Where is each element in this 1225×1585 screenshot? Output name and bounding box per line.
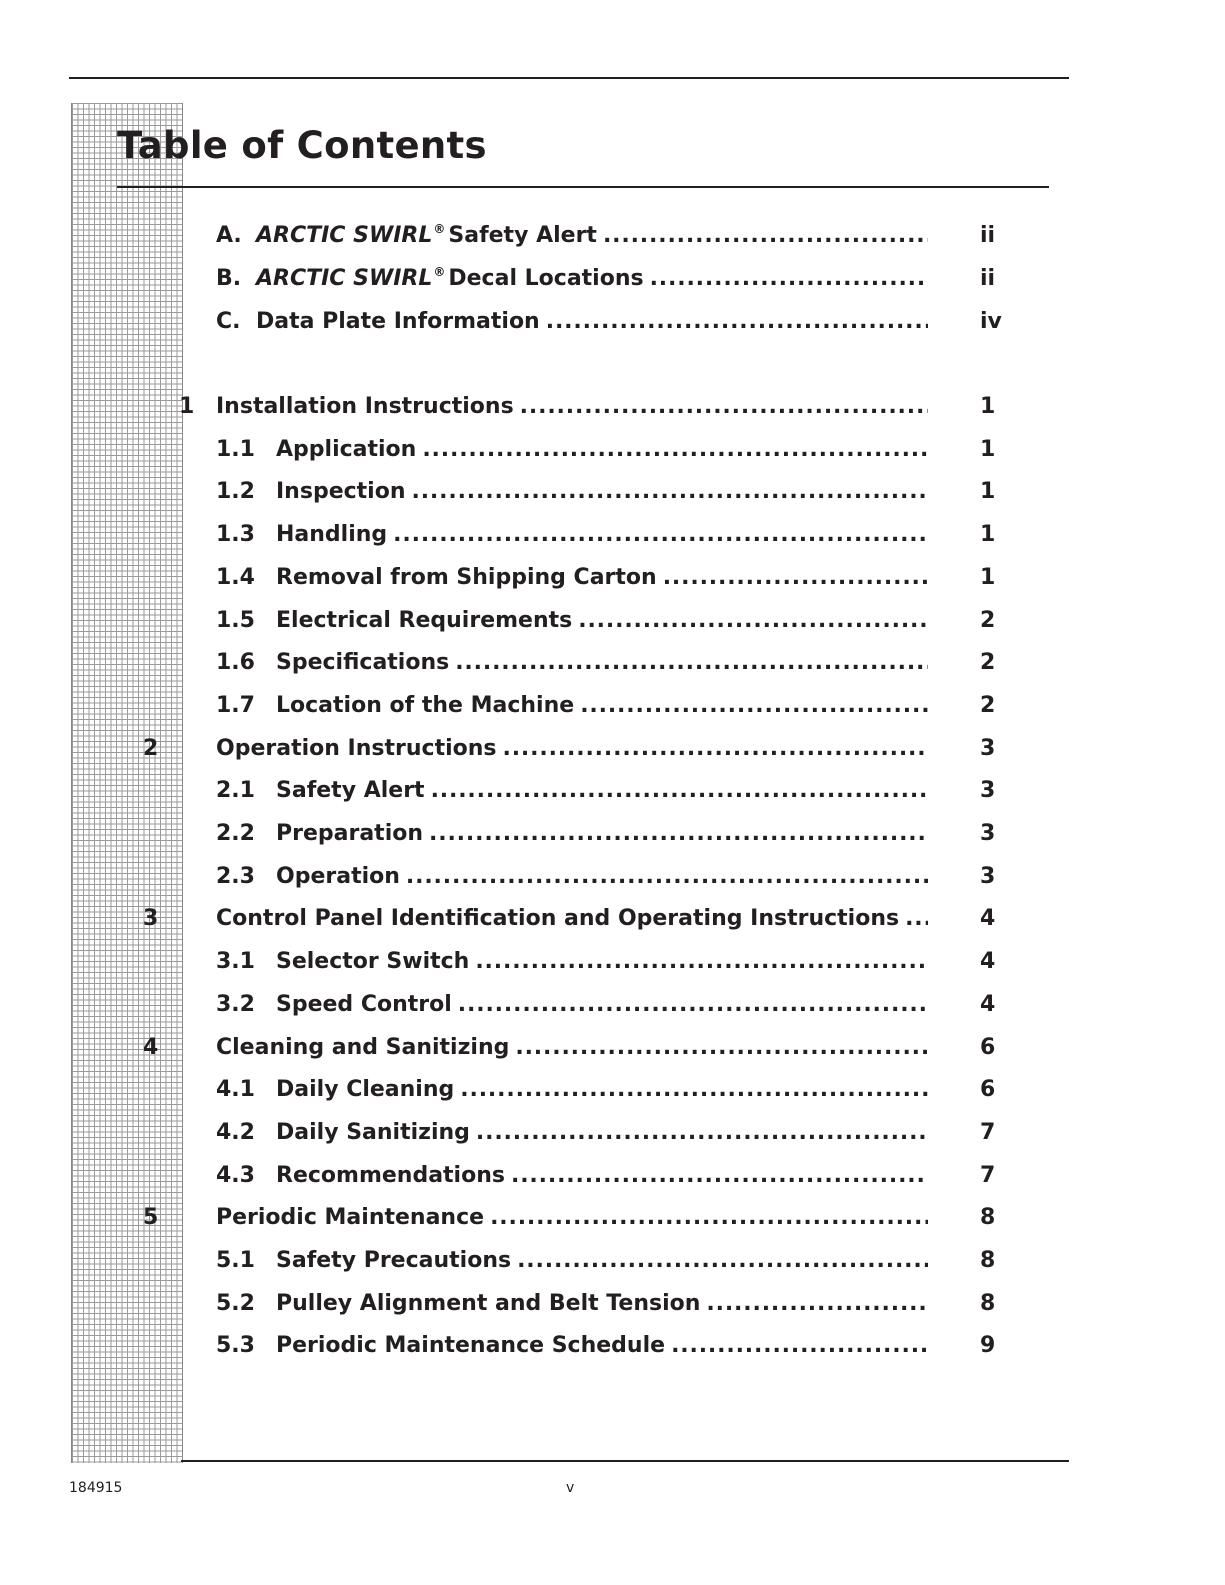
toc-section-title: Electrical Requirements: [276, 607, 573, 633]
toc-page-number: 3: [980, 821, 996, 846]
toc-section-title: Operation: [276, 863, 400, 889]
toc-section-title: Inspection: [276, 479, 406, 505]
toc-entry-line: [216, 1289, 928, 1319]
dot-leader: [580, 691, 928, 721]
dot-leader: [476, 1118, 928, 1148]
dot-leader: [503, 734, 929, 764]
registered-mark: ®: [433, 265, 446, 279]
toc-section-title: Location of the Machine: [276, 692, 575, 718]
toc-section-number: 1.6: [216, 650, 255, 676]
toc-entry-line: [216, 819, 928, 849]
toc-page-number: 1: [980, 522, 996, 548]
toc-section-entry[interactable]: [0, 1075, 1225, 1105]
dot-leader: [671, 1331, 928, 1361]
dot-leader: [905, 904, 928, 934]
toc-front-entry[interactable]: [0, 264, 1225, 294]
dot-leader: [460, 1075, 928, 1105]
toc-section-title: Selector Switch: [276, 949, 470, 975]
dot-leader: [412, 477, 929, 507]
toc-page-number: 4: [980, 906, 996, 932]
dot-leader: [663, 563, 928, 593]
toc-chapter-entry[interactable]: [0, 734, 1225, 764]
toc-page-number: 1: [980, 564, 996, 590]
dot-leader: [455, 648, 928, 678]
toc-chapter-entry[interactable]: [0, 904, 1225, 934]
dot-leader: [458, 990, 928, 1020]
toc-section-title: Safety Alert: [276, 778, 425, 804]
toc-section-number: 1.5: [216, 607, 255, 633]
toc-chapter-entry[interactable]: [0, 1203, 1225, 1233]
dot-leader: [650, 264, 928, 294]
toc-section-number: 2.3: [216, 863, 255, 889]
toc-section-title: Recommendations: [276, 1162, 505, 1188]
toc-section-number: 2.2: [216, 821, 255, 846]
toc-section-number: 1.3: [216, 522, 255, 548]
toc-entry-line: [216, 477, 928, 507]
dot-leader: [520, 392, 928, 422]
toc-section-entry[interactable]: [0, 1161, 1225, 1191]
toc-entry-title: Data Plate Information: [256, 309, 540, 334]
toc-chapter-number: 4: [143, 1034, 159, 1060]
toc-entry-line: [216, 435, 928, 465]
toc-page-number: 8: [980, 1290, 996, 1316]
toc-entry-letter: B.: [216, 266, 242, 291]
toc-entry-line: [216, 1331, 928, 1361]
toc-section-entry[interactable]: [0, 947, 1225, 977]
toc-page-number: 2: [980, 607, 996, 633]
toc-entry-title: Safety Alert: [448, 223, 597, 248]
dot-leader: [517, 1246, 928, 1276]
toc-page-number: 8: [980, 1205, 996, 1231]
toc-page-number: 8: [980, 1248, 996, 1273]
toc-section-title: Speed Control: [276, 991, 452, 1017]
toc-section-entry[interactable]: [0, 819, 1225, 849]
dot-leader: [706, 1289, 928, 1319]
toc-page-number: 6: [980, 1034, 996, 1060]
toc-entry-line: [216, 606, 928, 636]
toc-section-number: 5.1: [216, 1248, 255, 1273]
dot-leader: [603, 221, 928, 251]
toc-front-entry[interactable]: [0, 221, 1225, 251]
toc-section-number: 4.3: [216, 1162, 255, 1188]
toc-section-title: Removal from Shipping Carton: [276, 564, 657, 590]
toc-page-number: 4: [980, 991, 996, 1017]
toc-page-number: 9: [980, 1333, 996, 1359]
toc-entry-line: [216, 990, 928, 1020]
toc-chapter-title: Installation Instructions: [216, 394, 514, 419]
toc-section-entry[interactable]: [0, 648, 1225, 678]
registered-mark: ®: [433, 222, 446, 236]
toc-entry-line: [216, 1075, 928, 1105]
toc-chapter-number: 2: [143, 735, 159, 761]
toc-section-title: Periodic Maintenance Schedule: [276, 1333, 666, 1359]
dot-leader: [578, 606, 928, 636]
toc-page-number: 4: [980, 949, 996, 975]
toc-page-number: ii: [980, 266, 996, 291]
toc-front-entry[interactable]: [0, 307, 1225, 337]
toc-page-number: 7: [980, 1119, 996, 1145]
toc-entry-line: [216, 862, 928, 892]
dot-leader: [406, 862, 928, 892]
toc-chapter-entry[interactable]: [0, 1033, 1225, 1063]
dot-leader: [429, 819, 928, 849]
toc-section-title: Daily Sanitizing: [276, 1119, 470, 1145]
toc-section-entry[interactable]: [0, 606, 1225, 636]
toc-entry-line: [216, 1118, 928, 1148]
toc-section-title: Daily Cleaning: [276, 1077, 455, 1103]
toc-entry-line: [216, 776, 928, 806]
toc-chapter-number: 5: [143, 1205, 159, 1231]
toc-chapter-title: Cleaning and Sanitizing: [216, 1034, 510, 1060]
page-title: Table of Contents: [117, 124, 487, 167]
dot-leader: [475, 947, 928, 977]
toc-entry-line: [216, 264, 928, 294]
dot-leader: [431, 776, 928, 806]
dot-leader: [511, 1161, 928, 1191]
toc-entry-letter: A.: [216, 223, 242, 248]
toc-section-title: Pulley Alignment and Belt Tension: [276, 1290, 701, 1316]
toc-section-number: 2.1: [216, 778, 255, 804]
toc-section-number: 4.1: [216, 1077, 255, 1103]
toc-section-entry[interactable]: [0, 435, 1225, 465]
toc-page-number: 1: [980, 436, 996, 462]
toc-section-title: Specifications: [276, 650, 450, 676]
toc-page-number: iv: [980, 309, 1002, 334]
dot-leader: [515, 1033, 928, 1063]
toc-entry-title: Decal Locations: [448, 266, 644, 291]
toc-page-number: 3: [980, 778, 996, 804]
toc-entry-line: [216, 392, 928, 422]
toc-entry-line: [216, 520, 928, 550]
toc-chapter-title: Control Panel Identification and Operating Instructions: [216, 906, 900, 932]
toc-chapter-entry[interactable]: [0, 392, 1225, 422]
toc-section-number: 4.2: [216, 1119, 255, 1145]
toc-section-number: 1.7: [216, 692, 255, 718]
toc-page-number: ii: [980, 223, 996, 248]
toc-entry-line: [216, 307, 928, 337]
toc-section-entry[interactable]: [0, 1331, 1225, 1361]
toc-section-entry[interactable]: [0, 691, 1225, 721]
toc-page-number: 2: [980, 650, 996, 676]
toc-section-entry[interactable]: [0, 1118, 1225, 1148]
toc-section-entry[interactable]: [0, 1246, 1225, 1276]
toc-chapter-number: 3: [143, 906, 159, 932]
toc-section-title: Preparation: [276, 821, 424, 846]
toc-entry-line: [216, 947, 928, 977]
toc-page-number: 1: [980, 479, 996, 505]
toc-chapter-title: Operation Instructions: [216, 735, 497, 761]
toc-page-number: 7: [980, 1162, 996, 1188]
top-rule: [69, 77, 1069, 79]
toc-section-number: 3.2: [216, 991, 255, 1017]
toc-entry-line: [216, 648, 928, 678]
toc-section-entry[interactable]: [0, 520, 1225, 550]
bottom-rule: [181, 1460, 1069, 1462]
toc-section-number: 5.3: [216, 1333, 255, 1359]
toc-page-number: 3: [980, 735, 996, 761]
toc-brand-name: ARCTIC SWIRL: [256, 266, 433, 291]
toc-entry-line: [216, 221, 928, 251]
toc-entry-line: [216, 1203, 928, 1233]
dot-leader: [393, 520, 928, 550]
toc-section-entry[interactable]: [0, 1289, 1225, 1319]
toc-page-number: 2: [980, 692, 996, 718]
toc-chapter-number: 1: [179, 394, 195, 419]
toc-entry-line: [216, 1161, 928, 1191]
toc-section-number: 1.1: [216, 436, 255, 462]
toc-section-entry[interactable]: [0, 477, 1225, 507]
footer-document-number: 184915: [69, 1480, 123, 1496]
toc-page-number: 3: [980, 863, 996, 889]
toc-page-number: 6: [980, 1077, 996, 1103]
toc-entry-line: [216, 734, 928, 764]
footer-page-number: v: [566, 1480, 575, 1496]
toc-section-entry[interactable]: [0, 776, 1225, 806]
toc-section-number: 1.2: [216, 479, 255, 505]
toc-section-number: 5.2: [216, 1290, 255, 1316]
toc-section-title: Application: [276, 436, 417, 462]
toc-entry-line: [216, 1033, 928, 1063]
toc-entry-line: [216, 563, 928, 593]
toc-chapter-title: Periodic Maintenance: [216, 1205, 485, 1231]
toc-section-number: 3.1: [216, 949, 255, 975]
toc-brand-name: ARCTIC SWIRL: [256, 223, 433, 248]
toc-entry-line: [216, 1246, 928, 1276]
toc-section-title: Handling: [276, 522, 388, 548]
toc-entry-letter: C.: [216, 309, 241, 334]
toc-section-entry[interactable]: [0, 563, 1225, 593]
toc-section-entry[interactable]: [0, 990, 1225, 1020]
dot-leader: [490, 1203, 928, 1233]
toc-section-entry[interactable]: [0, 862, 1225, 892]
dot-leader: [422, 435, 928, 465]
dot-leader: [546, 307, 928, 337]
toc-entry-line: [216, 691, 928, 721]
toc-section-number: 1.4: [216, 564, 255, 590]
toc-entry-line: [216, 904, 928, 934]
toc-page-number: 1: [980, 394, 996, 419]
title-underline: [117, 186, 1049, 188]
toc-section-title: Safety Precautions: [276, 1248, 512, 1273]
